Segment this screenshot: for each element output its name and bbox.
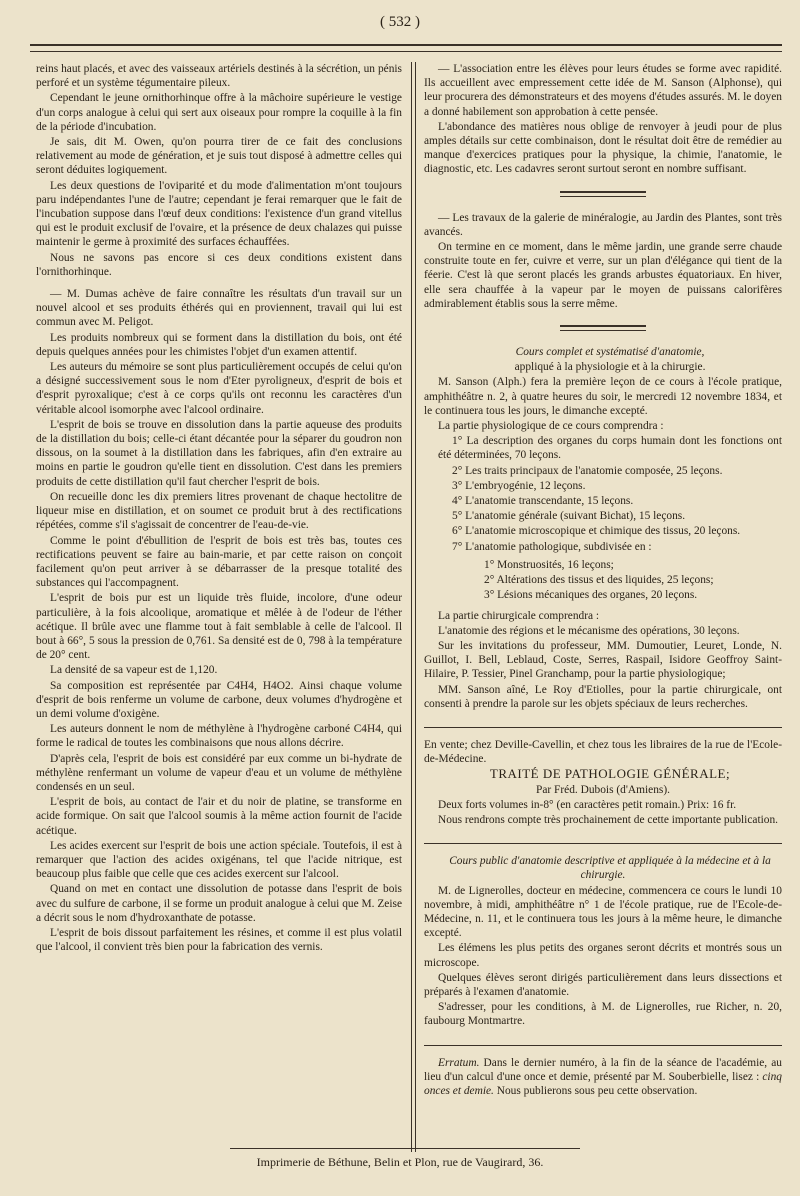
list-item: 1° La description des organes du corps humain dont les fonctions ont été déterminées, 70 leçons.: [438, 435, 782, 462]
section-separator: [560, 191, 646, 197]
section-rule: [424, 843, 782, 844]
left-column: [36, 62, 402, 955]
header-rule: [30, 44, 782, 52]
paragraph: Sa composition est représentée par C4H4, H4O2. Ainsi chaque volume d'esprit de bois renferme un volume de carbone, deux volumes d'hydrogène et un demi volume d'oxigène.: [36, 679, 402, 720]
treatise-author: Par Fréd. Dubois (d'Amiens).: [536, 783, 670, 796]
erratum-correction: cinq onces et demie.: [424, 1070, 782, 1097]
paragraph: Nous ne savons pas encore si ces deux conditions existent dans l'ornithorhinque.: [36, 251, 402, 278]
sublist-item: 1° Monstruosités, 16 leçons;: [484, 558, 614, 571]
public-course-heading: Cours public d'anatomie descriptive et appliquée à la médecine et à la chirurgie.: [449, 855, 771, 882]
list-item: 5° L'anatomie générale (suivant Bichat), 15 leçons.: [452, 510, 686, 523]
treatise-description: Deux forts volumes in-8° (en caractères petit romain.) Prix: 16 fr.: [438, 798, 737, 811]
paragraph: L'esprit de bois pur est un liquide très fluide, incolore, d'une odeur particulière, à la fois alcoolique, aromatique et mêlée à de l'odeur de l'éther acétique. Il brûle avec une flamme tout à fait semblable à celle de l'alcool. Il bout à 66°, 5 sous la pression de 0,761. Sa densité est de 0, 798 à la température de 20° cent.: [36, 592, 402, 662]
paragraph: Comme le point d'ébullition de l'esprit de bois est très bas, toutes ces rectifications peuvent se faire au bain-marie, et par cette raison on conçoit facilement qu'on peut arriver à se débarrasser de la presque totalité des substances qui l'accompagnent.: [36, 534, 402, 590]
paragraph: L'esprit de bois se trouve en dissolution dans la partie aqueuse des produits de la distillation du bois; celle-ci étant décantée pour la séparer du goudron non dissous, on la soumet à la distillation dans les fabriques, afin d'en extraire au moins en partie le goudron qu'elle tient en dissolution. C'est dans les premiers produits de cette distillation qu'il faut chercher l'esprit de bois.: [36, 418, 402, 488]
paragraph: Les deux questions de l'oviparité et du mode d'alimentation m'ont toujours paru indépendantes l'une de l'autre; cependant je ferai remarquer que le fait de l'incubation suppose dans l'œuf deux conditions: l'existence d'un grand vitellus qui est le produit exclusif de l'ovaire, et la présence de deux chalazes qui puisse maintenir le germe à proximité des surfaces échauffées.: [36, 179, 402, 249]
erratum-label: Erratum.: [438, 1056, 480, 1069]
paragraph: On recueille donc les dix premiers litres provenant de chaque hectolitre de liqueur mise en distillation, et on soumet ce produit brut à des rectifications répétées, comme s'il s'agissait de concentrer de l'eau-de-vie.: [36, 490, 402, 532]
paragraph: On termine en ce moment, dans le même jardin, une grande serre chaude construite toute en fer, cuivre et verre, sur un plan d'élégance qui tient de la féerie. C'est là que seront placés les grands arbustes équatoriaux. En hiver, elle sera chauffée à la vapeur par le moyen de puissans calorifères admirablement établis sous la serre même.: [424, 241, 782, 310]
paragraph: S'adresser, pour les conditions, à M. de Lignerolles, rue Richer, n. 20, faubourg Montmartre.: [424, 1001, 782, 1028]
list-item: 2° Les traits principaux de l'anatomie composée, 25 leçons.: [452, 464, 723, 477]
paragraph: Les élémens les plus petits des organes seront décrits et montrés sous un microscope.: [424, 942, 782, 969]
paragraph: L'abondance des matières nous oblige de renvoyer à jeudi pour de plus amples détails sur cette combinaison, dont le résultat doit être de remédier au manque d'exercices pratiques pour la physique, la chimie, l'anatomie, le diagnostic, etc. Les cadavres seront surtout seront en nombre suffisant.: [424, 120, 782, 176]
section-rule: [424, 1045, 782, 1046]
erratum-text: Dans le dernier numéro, à la fin de la séance de l'académie, au lieu d'un calcul d'une once et demie, présenté par M. Souberbielle, lisez :: [424, 1056, 782, 1083]
mineralogy-notice: [424, 211, 782, 311]
paragraph: Les auteurs du mémoire se sont plus particulièrement occupés de celui qu'on a désigné successivement sous le nom d'Eter pyroligneux, d'esprit de bois et d'esprit pyroxalique; c'est à ce corps qu'ils ont reconnu les caractères d'un véritable alcool isomorphe avec l'alcool ordinaire.: [36, 361, 402, 416]
treatise-note: Nous rendrons compte très prochainement de cette importante publication.: [438, 813, 779, 826]
paragraph: La partie chirurgicale comprendra :: [438, 609, 600, 622]
paragraph: Les acides exercent sur l'esprit de bois une action spéciale. Toutefois, il est à remarquer que l'action des acides oxigénans, tel que l'acide nitrique, est beaucoup plus faible que celle que ces acides exercent sur l'alcool.: [36, 839, 402, 881]
paragraph: MM. Sanson aîné, Le Roy d'Etiolles, pour la partie chirurgicale, ont consenti à prendre la parole sur les objets spéciaux de leurs recherches.: [424, 683, 782, 710]
erratum: [424, 1056, 782, 1099]
paragraph: reins haut placés, et avec des vaisseaux artériels destinés à la sécrétion, un pénis perforé et un système tégumentaire pileux.: [36, 63, 402, 90]
section-rule: [424, 727, 782, 728]
column-divider: [411, 62, 416, 1152]
paragraph: Je sais, dit M. Owen, qu'on pourra tirer de ce fait des conclusions relativement au mode de génération, et je suis tout disposé à admettre celles qui seront déduites logiquement.: [36, 136, 402, 177]
page-number: ( 532 ): [380, 14, 420, 30]
paragraph: La partie physiologique de ce cours comprendra :: [438, 420, 664, 433]
treatise-title: TRAITÉ DE PATHOLOGIE GÉNÉRALE;: [489, 766, 731, 782]
sublist-item: 2° Altérations des tissus et des liquides, 25 leçons;: [484, 574, 714, 587]
paragraph: L'esprit de bois dissout parfaitement les résines, et comme il est plus volatil que l'alcool, il convient très bien pour la fabrication des vernis.: [36, 926, 402, 954]
association-notice: [424, 62, 782, 177]
paragraph: — L'association entre les élèves pour leurs études se forme avec rapidité. Ils accueillent avec empressement cette idée de M. Sanson (Alphonse), qui leur procurera des démonstrateurs et des moyens d'études assurés. M. le doyen a donné habilement son approbation à cette pensée.: [424, 63, 782, 118]
sublist-item: 3° Lésions mécaniques des organes, 20 leçons.: [484, 589, 698, 602]
anatomy-course-subheading: appliqué à la physiologie et à la chirurgie.: [514, 361, 706, 374]
footer-rule: [230, 1148, 580, 1149]
list-item: 4° L'anatomie transcendante, 15 leçons.: [452, 495, 634, 508]
paragraph: La densité de sa vapeur est de 1,120.: [50, 664, 218, 677]
right-column: [424, 62, 782, 1099]
paragraph: M. de Lignerolles, docteur en médecine, commencera ce cours le lundi 10 novembre, à midi, amphithéâtre n° 1 de l'école pratique, rue de l'Ecole-de-Médecine, n. 11, et le continuera tous les jours à la même heure, le dimanche excepté.: [424, 884, 782, 940]
paragraph: Quand on met en contact une dissolution de potasse dans l'esprit de bois avec du sulfure de carbone, il se forme un produit analogue à celui que M. Zeise a décrit sous le nom d'hydroxanthate de potasse.: [36, 883, 402, 924]
paragraph: Sur les invitations du professeur, MM. Dumoutier, Leuret, Londe, N. Guillot, I. Bell, Leblaud, Coste, Serres, Raspail, Isidore Geoffroy Saint-Hilaire, P. Tessier, Pinel Granchamp, pour la partie physiologique;: [424, 639, 782, 681]
paragraph: Les auteurs donnent le nom de méthylène à l'hydrogène carboné C4H4, qui forme le radical de toutes les combinaisons que nous allons décrire.: [36, 723, 402, 750]
sale-notice: En vente; chez Deville-Cavellin, et chez tous les libraires de la rue de l'Ecole-de-Médecine.: [424, 738, 782, 766]
paragraph: — M. Dumas achève de faire connaître les résultats d'un travail sur un nouvel alcool et ses produits éthérés qui en proviennent, travail qui lui est commun avec M. Peligot.: [36, 288, 402, 329]
list-item: 6° L'anatomie microscopique et chimique des tissus, 20 leçons.: [452, 525, 741, 538]
paragraph: L'anatomie des régions et le mécanisme des opérations, 30 leçons.: [438, 624, 740, 637]
paragraph: L'esprit de bois, au contact de l'air et du noir de platine, se transforme en acide formique. On sait que l'alcool soumis à la même action fournit de l'acide acétique.: [36, 796, 402, 837]
paragraph: Cependant le jeune ornithorhinque offre à la mâchoire supérieure le vestige d'un corps analogue à celui qui sert aux oiseaux pour rompre la coquille à la fin de la période d'incubation.: [36, 92, 402, 133]
list-item: 3° L'embryogénie, 12 leçons.: [452, 479, 586, 492]
section-separator: [560, 325, 646, 331]
paragraph: M. Sanson (Alph.) fera la première leçon de ce cours à l'école pratique, amphithéâtre n. 2, à quatre heures du soir, le mercredi 12 novembre 1834, et le continuera tous les jours, le dimanche excepté.: [424, 376, 782, 417]
paragraph: Les produits nombreux qui se forment dans la distillation du bois, ont été depuis quelques années pour les chimistes l'objet d'un examen attentif.: [36, 331, 402, 358]
paragraph: — Les travaux de la galerie de minéralogie, au Jardin des Plantes, sont très avancés.: [424, 211, 782, 238]
erratum-end: Nous publierons sous peu cette observation.: [496, 1084, 698, 1097]
paragraph: Quelques élèves seront dirigés particulièrement dans leurs dissections et préparés à l'examen d'anatomie.: [424, 971, 782, 998]
paragraph: D'après cela, l'esprit de bois est considéré par eux comme un bi-hydrate de méthylène renfermant un volume de vapeur d'eau et un volume de méthylène condensés en un seul.: [36, 752, 402, 793]
anatomy-course-heading: Cours complet et systématisé d'anatomie,: [515, 346, 705, 359]
list-item: 7° L'anatomie pathologique, subdivisée en :: [452, 540, 652, 553]
printer-imprint: Imprimerie de Béthune, Belin et Plon, rue de Vaugirard, 36.: [256, 1155, 544, 1169]
